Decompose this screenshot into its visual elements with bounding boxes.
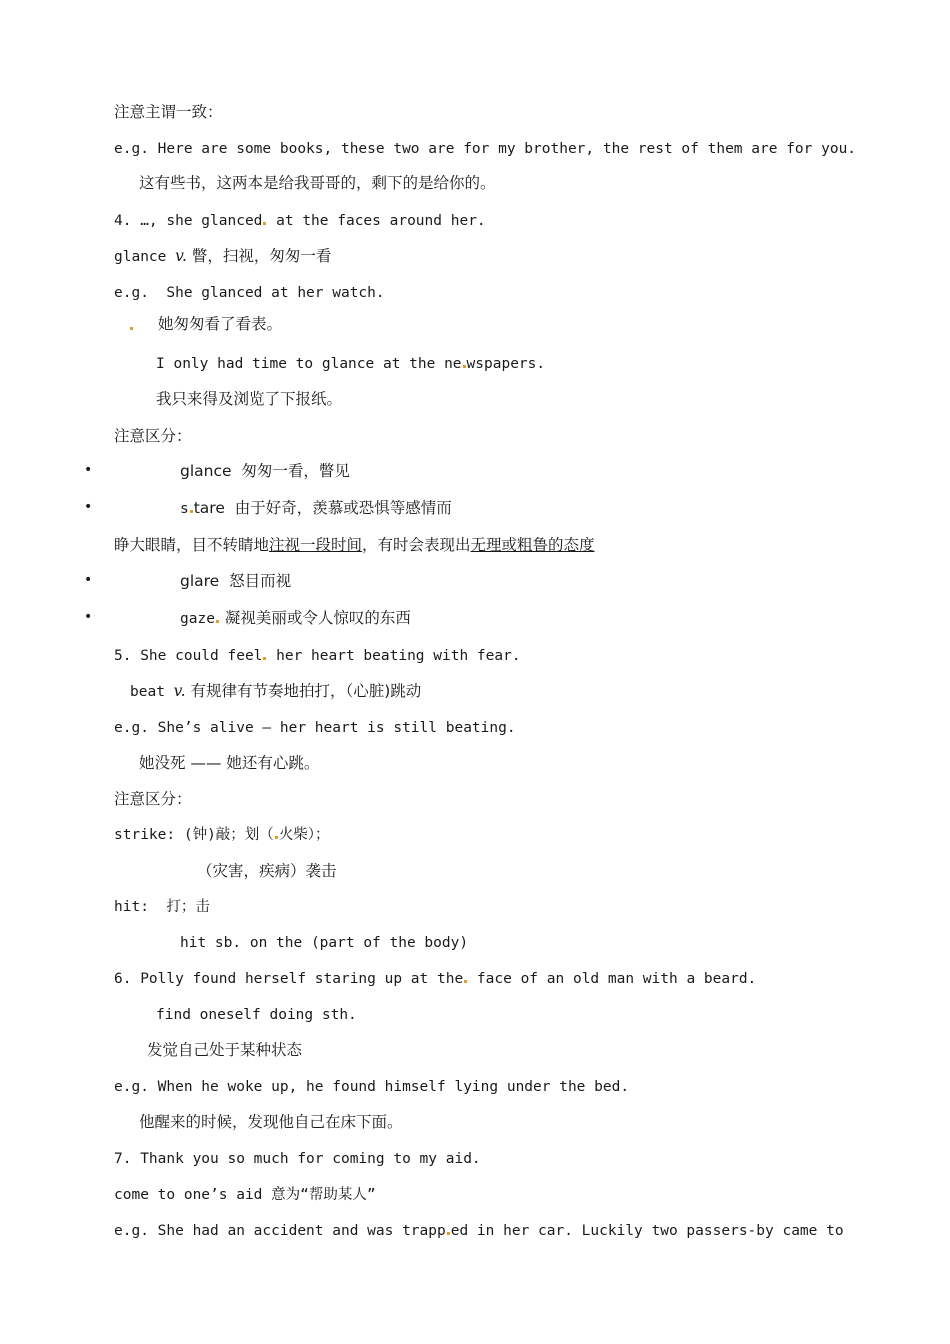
marker-dot xyxy=(463,365,466,368)
marker-dot xyxy=(190,510,193,513)
hit-usage: hit sb. on the (part of the body) xyxy=(180,935,469,951)
marker-dot xyxy=(263,222,266,225)
find-oneself-meaning: 发觉自己处于某种状态 xyxy=(147,1041,303,1059)
item-4-sentence xyxy=(114,211,486,231)
bullet-glance: • xyxy=(84,462,93,478)
example-bed: e.g. When he woke up, he found himself lying under the bed. xyxy=(114,1079,630,1095)
example-watch: e.g. She glanced at her watch. xyxy=(114,285,385,301)
hit-definition: hit: 打；击 xyxy=(114,899,210,915)
translation-bed: 他醒来的时候，发现他自己在床下面。 xyxy=(139,1113,403,1131)
item-6-sentence xyxy=(114,969,756,989)
note-distinguish-2: 注意区分： xyxy=(114,790,192,808)
compare-glare: glare 怒目而视 xyxy=(180,572,292,590)
strike-part-a: strike: (钟)敲；划（ xyxy=(114,827,274,843)
note-distinguish-1: 注意区分： xyxy=(114,427,192,445)
translation-watch: 她匆匆看了看表。 xyxy=(158,315,283,333)
item-7-sentence: 7. Thank you so much for coming to my aid. xyxy=(114,1151,481,1167)
strike-definition-2: （灾害，疾病）袭击 xyxy=(197,862,337,880)
marker-dot xyxy=(263,657,266,660)
example-books: e.g. Here are some books, these two are for my brother, the rest of them are for you. xyxy=(114,141,857,157)
translation-newspapers: 我只来得及浏览了下报纸。 xyxy=(156,390,343,408)
stare-s: s xyxy=(180,501,189,517)
item-6-part-b: face of an old man with a beard. xyxy=(468,971,757,987)
item-6-part-a: 6. Polly found herself staring up at the xyxy=(114,971,464,987)
stare-cont-underline-2: 无理或粗鲁的态度 xyxy=(470,536,595,554)
marker-dot xyxy=(275,836,278,839)
marker-dot xyxy=(447,1232,450,1235)
marker-dot xyxy=(216,620,219,623)
part-of-speech: v. xyxy=(175,247,187,265)
item-4-part-a: 4. …, she glanced xyxy=(114,213,263,229)
example-newspapers xyxy=(156,354,545,374)
bullet-gaze: • xyxy=(84,609,93,625)
newspapers-part-a: I only had time to glance at the ne xyxy=(156,356,462,372)
stare-cont-underline-1: 注视一段时间 xyxy=(269,536,363,554)
stare-rest: tare 由于好奇，羡慕或恐惧等感情而 xyxy=(193,499,452,517)
marker-dot xyxy=(464,980,467,983)
bullet-stare: • xyxy=(84,499,93,515)
stare-cont-a: 睁大眼睛，目不转睛地 xyxy=(114,536,270,554)
part-of-speech: v. xyxy=(173,682,186,700)
translation-books: 这有些书，这两本是给我哥哥的，剩下的是给你的。 xyxy=(139,174,496,192)
glance-word: glance xyxy=(114,249,176,265)
glance-definition xyxy=(114,246,331,267)
compare-stare xyxy=(180,498,452,519)
marker-dot xyxy=(130,327,133,330)
beat-meaning: 有规律有节奏地拍打，（心脏)跳动 xyxy=(185,682,422,700)
accident-part-a: e.g. She had an accident and was trapp xyxy=(114,1223,446,1239)
come-to-aid-meaning: come to one’s aid 意为“帮助某人” xyxy=(114,1187,376,1203)
strike-part-b: 火柴）； xyxy=(278,827,330,843)
stare-cont-c: ，有时会表现出 xyxy=(362,536,471,554)
translation-alive: 她没死 —— 她还有心跳。 xyxy=(139,754,320,772)
glance-meaning: 瞥，扫视，匆匆一看 xyxy=(186,247,332,265)
find-oneself-phrase: find oneself doing sth. xyxy=(156,1007,357,1023)
beat-word: beat xyxy=(130,684,174,700)
bullet-glare: • xyxy=(84,572,93,588)
item-5-part-b: her heart beating with fear. xyxy=(267,648,521,664)
compare-gaze xyxy=(180,608,411,629)
strike-definition xyxy=(114,825,330,845)
stare-continuation xyxy=(114,535,595,555)
gaze-meaning: 凝视美丽或令人惊叹的东西 xyxy=(219,609,411,627)
item-5-part-a: 5. She could feel xyxy=(114,648,263,664)
gaze-word: gaze xyxy=(180,611,215,627)
example-accident xyxy=(114,1221,844,1241)
example-alive: e.g. She’s alive — her heart is still beating. xyxy=(114,720,516,736)
note-subject-verb-agreement: 注意主谓一致： xyxy=(114,103,223,121)
item-4-part-b: at the faces around her. xyxy=(267,213,486,229)
compare-glance: glance 匆匆一看，瞥见 xyxy=(180,462,350,480)
accident-part-b: ed in her car. Luckily two passers-by came to xyxy=(450,1223,844,1239)
beat-definition xyxy=(130,681,421,702)
newspapers-part-b: wspapers. xyxy=(466,356,546,372)
item-5-sentence xyxy=(114,646,521,666)
